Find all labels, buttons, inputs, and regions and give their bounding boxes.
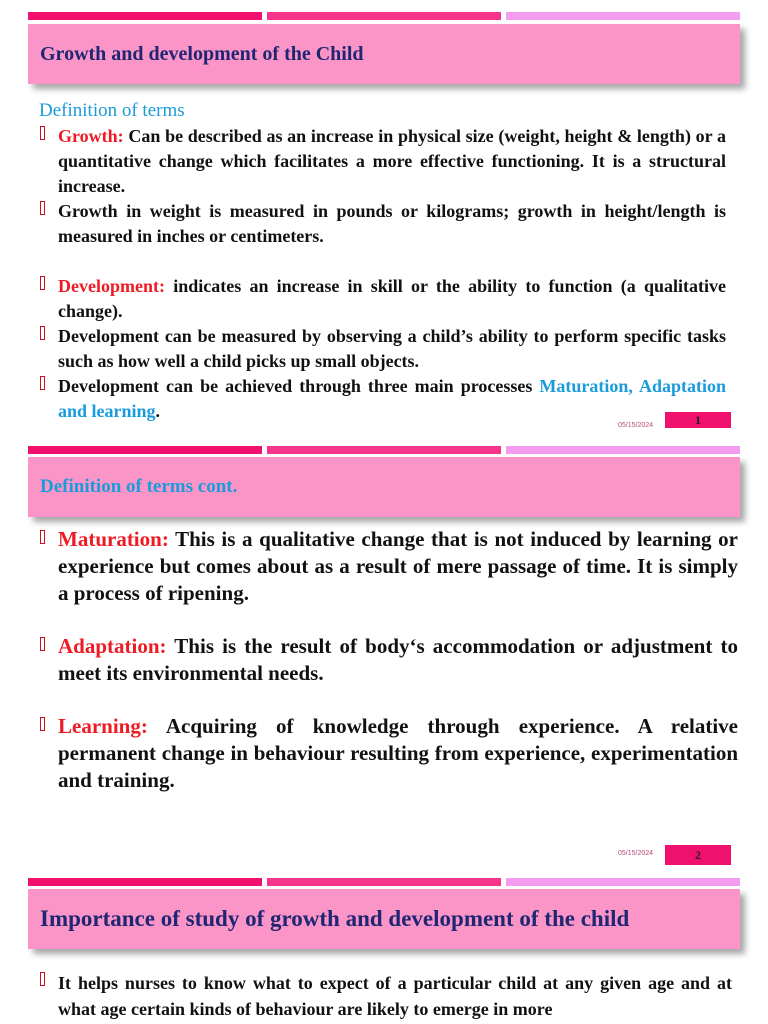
slide-1-color-bars	[28, 12, 740, 20]
bullet-box-icon	[40, 972, 45, 986]
slide-2-date: 05/15/2024	[618, 850, 654, 857]
term-label: Growth:	[58, 126, 124, 146]
slide-2-title: Definition of terms cont.	[40, 476, 238, 497]
slide-1-page-number: 1	[665, 412, 731, 428]
list-item	[40, 713, 738, 794]
list-item	[40, 324, 726, 374]
slide-3	[0, 870, 768, 1024]
item-end: .	[155, 401, 161, 421]
slide-1-list	[40, 124, 726, 424]
item-text: It helps nurses to know what to expect of a particular child at any given age and at what age certain kinds of behaviour are likely to emerge in more	[58, 973, 732, 1019]
item-text: This is a qualitative change that is not induced by learning or experience but comes about as a result of mere passage of time. It is simply a process of ripening.	[58, 527, 738, 605]
slide-1-title-box	[28, 24, 740, 84]
list-item	[40, 124, 726, 199]
slide-3-list	[40, 970, 732, 1022]
bullet-box-icon	[40, 326, 45, 340]
slide-1	[0, 0, 768, 440]
item-text: This is the result of body‘s accommodation or adjustment to meet its environmental needs.	[58, 634, 738, 685]
slide-2-color-bars	[28, 446, 740, 454]
bullet-box-icon	[40, 276, 45, 290]
slide-1-title: Growth and development of the Child	[40, 42, 364, 65]
item-text: Development can be achieved through three main processes	[58, 376, 533, 396]
slide-2-list	[40, 526, 738, 794]
list-item	[40, 526, 738, 607]
bullet-box-icon	[40, 201, 45, 215]
term-label: Adaptation:	[58, 634, 167, 658]
slide-1-subheading: Definition of terms	[39, 100, 185, 121]
bullet-box-icon	[40, 530, 45, 544]
item-text: indicates an increase in skill or the ability to function (a qualitative change).	[58, 276, 727, 321]
slide-2	[0, 440, 768, 870]
slide-1-date: 05/15/2024	[618, 422, 654, 429]
bullet-box-icon	[40, 376, 45, 390]
slide-2-page-number: 2	[665, 845, 731, 865]
slide-3-color-bars	[28, 878, 740, 886]
list-item	[40, 633, 738, 687]
item-text: Growth in weight is measured in pounds or kilograms; growth in height/length is measured in inches or centimeters.	[58, 201, 726, 246]
list-item	[40, 374, 726, 424]
bullet-box-icon	[40, 126, 45, 140]
bullet-box-icon	[40, 637, 45, 651]
term-label: Learning:	[58, 714, 148, 738]
item-text: Acquiring of knowledge through experience. A relative permanent change in behaviour resulting from experience, experimentation and training.	[58, 714, 738, 792]
list-item	[40, 970, 732, 1022]
list-item	[40, 199, 726, 249]
item-text: Can be described as an increase in physical size (weight, height & length) or a quantitative change which facilitates a more effective functioning. It is a structural increase.	[58, 126, 726, 196]
slide-3-title: Importance of study of growth and development of the child	[40, 906, 630, 931]
bullet-box-icon	[40, 717, 45, 731]
term-label: Development:	[58, 276, 165, 296]
highlight-text: Maturation, Adaptation and learning	[58, 376, 726, 421]
item-text: Development can be measured by observing a child’s ability to perform specific tasks such as how well a child picks up small objects.	[58, 326, 726, 371]
list-item	[40, 274, 726, 324]
slide-2-title-box	[28, 457, 740, 517]
slide-3-title-box	[28, 889, 740, 949]
term-label: Maturation:	[58, 527, 169, 551]
